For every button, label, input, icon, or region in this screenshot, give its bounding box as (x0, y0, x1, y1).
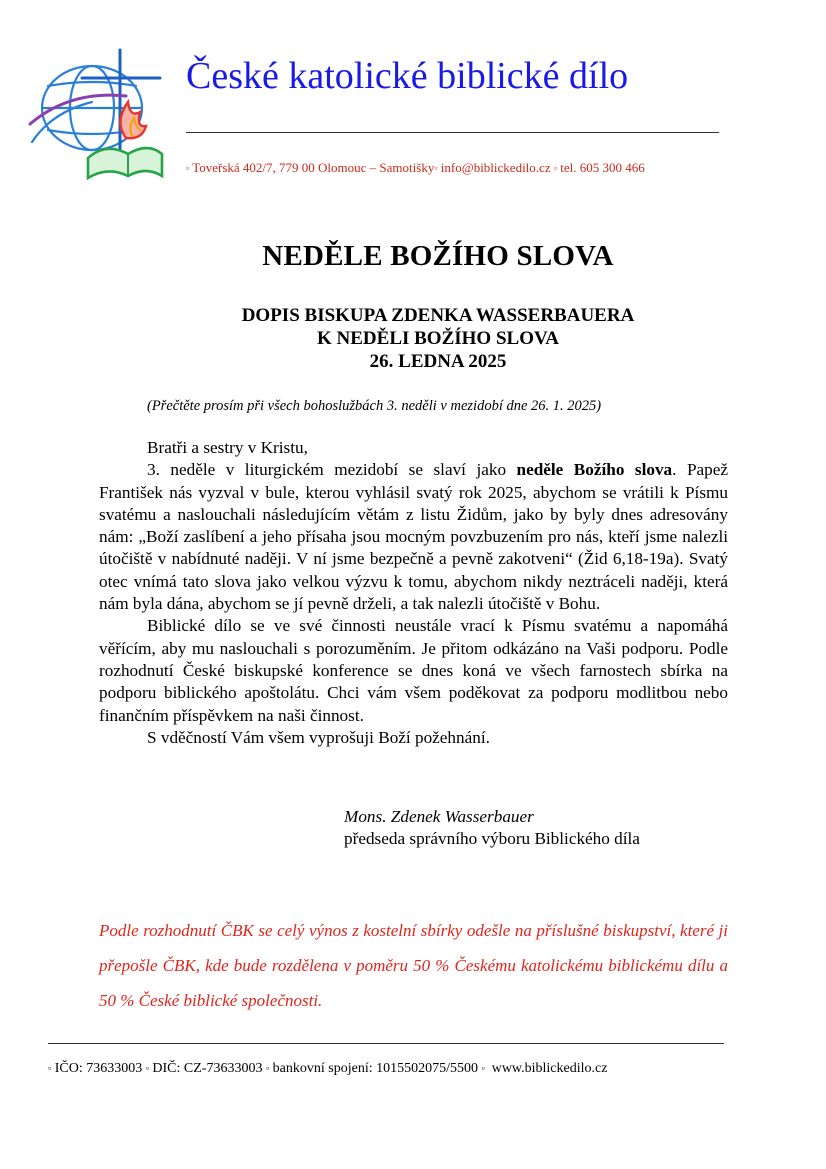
collection-note: Podle rozhodnutí ČBK se celý výnos z kostelní sbírky odešle na příslušné biskupství, které ji přepošle ČBK, kde bude rozdělena v poměru 50 % Českému katolickému biblickému dílu a 50 % České biblické společnosti. (99, 921, 728, 1010)
paragraph-1-end: . Papež František nás vyzval v bule, kterou vyhlásil svatý rok 2025, abychom se vrátili k Písmu svatému a naslouchali následujícím větám z listu Židům, jako by byly dnes adresovány nám: „Boží zaslíbení a jeho přísaha jsou mocným povzbuzením pro nás, kteří jsme nalezli útočiště v nabídnuté naději. V ní jsme bezpečně a pevně zakotveni“ (Žid 6,18-19a). Svatý otec vnímá tato slova jako velkou výzvu k tomu, abychom nikdy neztráceli naději, která nám byla dána, abychom se jí pevně drželi, a tak nalezli útočiště v Bohu. (99, 460, 728, 614)
contact-address: Toveřská 402/7, 779 00 Olomouc – Samotišky (192, 160, 435, 175)
document-title: NEDĚLE BOŽÍHO SLOVA (262, 240, 614, 272)
paragraph-1-emphasis: neděle Božího slova (516, 460, 673, 480)
greeting: Bratři a sestry v Kristu, (147, 438, 308, 457)
paragraph-3: S vděčností Vám všem vyprošuji Boží požehnání. (147, 727, 490, 747)
signature-block (344, 806, 764, 851)
contact-email[interactable]: info@biblickedilo.cz (440, 160, 551, 175)
subtitle-line: K NEDĚLI BOŽÍHO SLOVA (317, 328, 559, 349)
bullet-icon: ▫ (481, 1063, 485, 1073)
document-subtitle (0, 304, 826, 373)
bullet-icon: ▫ (48, 1063, 52, 1073)
organization-logo (22, 42, 172, 194)
letter-body (99, 437, 728, 749)
subtitle-line: DOPIS BISKUPA ZDENKA WASSERBAUERA (241, 305, 635, 326)
footer-dic: DIČ: CZ-73633003 (152, 1061, 263, 1076)
bullet-icon: ▫ (145, 1063, 149, 1073)
footer-line (48, 1061, 748, 1077)
footer-website[interactable]: www.biblickedilo.cz (491, 1061, 608, 1076)
signature-role: předseda správního výboru Biblického díla (344, 829, 640, 849)
organization-name: České katolické biblické dílo (186, 55, 629, 97)
subtitle-line: 26. LEDNA 2025 (369, 351, 507, 372)
paragraph-1 (99, 459, 728, 615)
footer-bank: bankovní spojení: 1015502075/5500 (272, 1061, 478, 1076)
signature-name: Mons. Zdenek Wasserbauer (344, 807, 534, 826)
bullet-icon: ▫ (265, 1063, 270, 1073)
header-divider (186, 132, 719, 133)
footer-ico: IČO: 73633003 (54, 1061, 143, 1076)
contact-phone: tel. 605 300 466 (560, 160, 645, 175)
bullet-icon: ▫ (186, 163, 190, 173)
contact-line (186, 160, 746, 176)
bullet-icon: ▫ (553, 163, 558, 173)
reading-instruction: (Přečtěte prosím při všech bohoslužbách 3. neděli v mezidobí dne 26. 1. 2025) (147, 398, 602, 414)
paragraph-1-start: 3. neděle v liturgickém mezidobí se slaví jako (147, 460, 517, 480)
paragraph-2: Biblické dílo se ve své činnosti neustále vrací k Písmu svatému a napomáhá věřícím, aby mu naslouchali s porozuměním. Je přitom odkázáno na Vaši podporu. Podle rozhodnutí České biskupské konference se dnes koná ve všech farnostech sbírka na podporu biblického apoštolátu. Chci vám všem poděkovat za podporu modlitbou nebo finančním příspěvkem na naši činnost. (99, 616, 728, 725)
bullet-icon: ▫ (434, 163, 438, 173)
footer-divider (48, 1043, 724, 1044)
